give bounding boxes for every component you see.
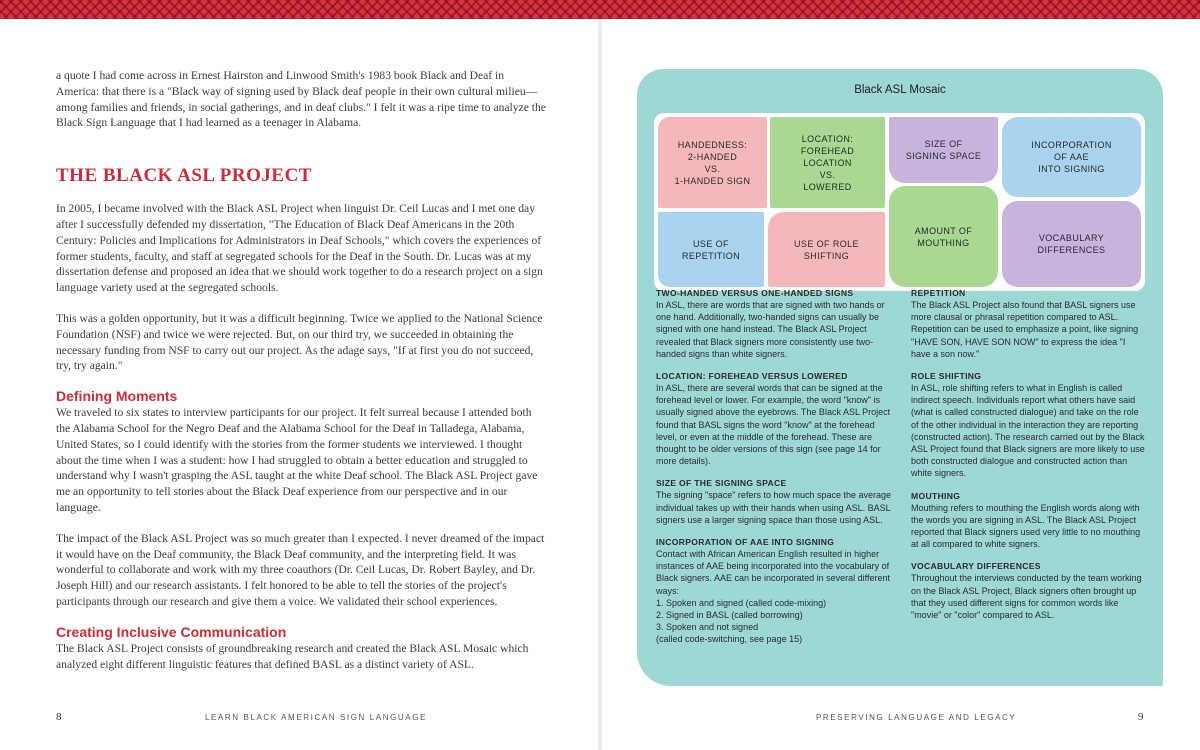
paragraph-5: The Black ASL Project consists of groundbreaking research and created the Black ASL Mosaic which analyzed eight different linguistic features that defined BASL as a distinct variety of ASL.: [56, 641, 529, 671]
book-gutter: [598, 19, 602, 750]
tile-location: LOCATION: FOREHEAD LOCATION VS. LOWERED: [770, 117, 885, 208]
tile-vocabulary: VOCABULARY DIFFERENCES: [1002, 201, 1141, 287]
paragraph-1: In 2005, I became involved with the Black ASL Project when linguist Dr. Ceil Lucas and I met one day after I successfully defended my dissertation, "The Education of Black Deaf Americans in the 20th Century: Policies and Implications for Administrators in Deaf Schools," which covers the experiences of former students, faculty, and staff at segregated schools for the Deaf in the South. Dr. Lucas was at my dissertation defense and proposed an idea that we should work together to do a research project on a sign language variety used at the segregated schools.: [56, 202, 543, 295]
definition-heading: VOCABULARY DIFFERENCES: [911, 561, 1041, 572]
definition-heading: SIZE OF THE SIGNING SPACE: [656, 478, 787, 489]
definition-vocabulary: [911, 560, 1147, 621]
subheading-defining-moments: Defining Moments: [56, 388, 178, 405]
tile-signing-space: SIZE OF SIGNING SPACE: [889, 117, 998, 183]
left-page: [56, 68, 548, 672]
definition-text: In ASL, role shifting refers to what in English is called indirect speech. Individuals report what others have said (what is called constructed dialogue) and take on the role of the other individual in the interaction they are reporting (constructed action). The research carried out by the Black ASL Project found that Black signers are more likely to use both constructed dialogue and constructed action than white signers.: [911, 383, 1145, 479]
definition-signing-space: [656, 477, 892, 526]
mosaic-grid: [654, 113, 1145, 291]
definition-heading: LOCATION: FOREHEAD VERSUS LOWERED: [656, 371, 848, 382]
tile-aae: INCORPORATION OF AAE INTO SIGNING: [1002, 117, 1141, 197]
definition-two-handed: [656, 287, 892, 360]
definition-heading: REPETITION: [911, 288, 966, 298]
page-number-left: 8: [56, 711, 62, 723]
definition-repetition: [911, 287, 1147, 360]
definitions-left-column: [656, 287, 892, 656]
paragraph-2: This was a golden opportunity, but it was a difficult beginning. Twice we applied to the National Science Foundation (NSF) and twice we were rejected. But, on our third try, we succeeded in obtaining the necessary funding from NSF to carry out our project. As the adage says, "If at first you do not succeed, try, try again.": [56, 311, 543, 373]
tile-mouthing: AMOUNT OF MOUTHING: [889, 186, 998, 287]
definition-heading: MOUTHING: [911, 490, 961, 501]
definition-text: In ASL, there are several words that can be signed at the forehead level or lower. For example, the word "know" is usually signed above the eyebrows. The Black ASL Project found that BASL signs the word "know" at the forehead level, or even at the middle of the forehead. These are thought to be older versions of this sign (see page 14 for more details).: [656, 383, 891, 467]
definition-text: The Black ASL Project also found that BASL signers use more clausal or phrasal repetition compared to ASL. Repetition can be used to emphasize a point, like signing "HAVE SON, HAVE SON NOW" to express the idea "I have a son now.": [911, 300, 1139, 359]
definition-text: Throughout the interviews conducted by the team working on the Black ASL Project, Black signers often brought up that they used different signs for common words like "movie" or "color" compared to ASL.: [911, 573, 1142, 621]
definition-text: In ASL, there are words that are signed with two hands or one hand. Additionally, two-handed signs can usually be signed with one hand instead. The Black ASL Project revealed that Black signers more consistently use two-handed signs than white signers.: [656, 300, 885, 359]
definition-heading: TWO-HANDED VERSUS ONE-HANDED SIGNS: [656, 288, 854, 298]
definition-role-shifting: [911, 370, 1147, 480]
definition-text: Contact with African American English resulted in higher instances of AAE being incorporated into the vocabulary of Black signers. AAE can be incorporated in several different ways: 1. Spoken and signed (called code-mixing) 2. Signed in BASL (called borrowing) 3. Spoken and not signed (called code-switching, see page 15): [656, 549, 890, 645]
definition-aae: [656, 536, 892, 646]
paragraph-4: The impact of the Black ASL Project was so much greater than I expected. I never dreamed of the impact it would have on the Deaf community, the Black Deaf community, and the interpreting field. It was wonderful to collaborate and work with my three coauthors (Dr. Ceil Lucas, Dr. Robert Bayley, and Dr. Joseph Hill) and our research assistants. I felt honored to be able to tell the stories of the project's participants through our research and give them a voice. We validated their school experiences.: [56, 531, 545, 608]
tile-role-shifting: USE OF ROLE SHIFTING: [768, 212, 885, 287]
intro-paragraph: a quote I had come across in Ernest Hairston and Linwood Smith's 1983 book Black and Deaf in America: that there is a "Black way of signing used by Black deaf people in their own cultural milieu—among families and friends, in social gatherings, and in deaf clubs." I felt it was a ripe time to analyze the Black Sign Language that I had learned as a teenager in Alabama.: [56, 69, 546, 130]
definition-heading: ROLE SHIFTING: [911, 371, 982, 382]
page-number-right: 9: [1138, 711, 1144, 723]
definition-heading: INCORPORATION OF AAE INTO SIGNING: [656, 537, 835, 548]
running-title-left: LEARN BLACK AMERICAN SIGN LANGUAGE: [205, 713, 428, 722]
definitions-right-column: [911, 287, 1147, 631]
panel-title: Black ASL Mosaic: [854, 84, 946, 96]
section-heading: THE BLACK ASL PROJECT: [56, 165, 312, 187]
tile-handedness: HANDEDNESS: 2-HANDED VS. 1-HANDED SIGN: [658, 117, 767, 208]
definition-text: Mouthing refers to mouthing the English words along with the words you are signing in ASL. The Black ASL Project reported that Black signers used very little to no mouthing at all compared to white signers.: [911, 502, 1141, 550]
black-asl-mosaic-panel: [637, 69, 1163, 686]
running-title-right: PRESERVING LANGUAGE AND LEGACY: [816, 713, 1017, 722]
tile-repetition: USE OF REPETITION: [658, 212, 764, 287]
decorative-banner: [0, 0, 1200, 19]
definition-text: The signing "space" refers to how much space the average individual takes up with their hands when using ASL. BASL signers use a larger signing space than those using ASL.: [656, 490, 892, 525]
definition-location: [656, 370, 892, 467]
definition-mouthing: [911, 490, 1147, 551]
paragraph-3: We traveled to six states to interview participants for our project. It felt surreal because I attended both the Alabama School for the Negro Deaf and the Alabama School for the Deaf in Talladega, Alabama, United States, so I could identify with the stories from the former students we interviewed. I thought about the time when I was a student: how I had struggled to obtain a better education and struggled to understand why I wasn't grasping the ASL taught at the white Deaf school. The Black ASL Project gave me an opportunity to tell stories about the Black Deaf experience from our perspective and in our language.: [56, 406, 538, 514]
subheading-inclusive-communication: Creating Inclusive Communication: [56, 623, 287, 640]
